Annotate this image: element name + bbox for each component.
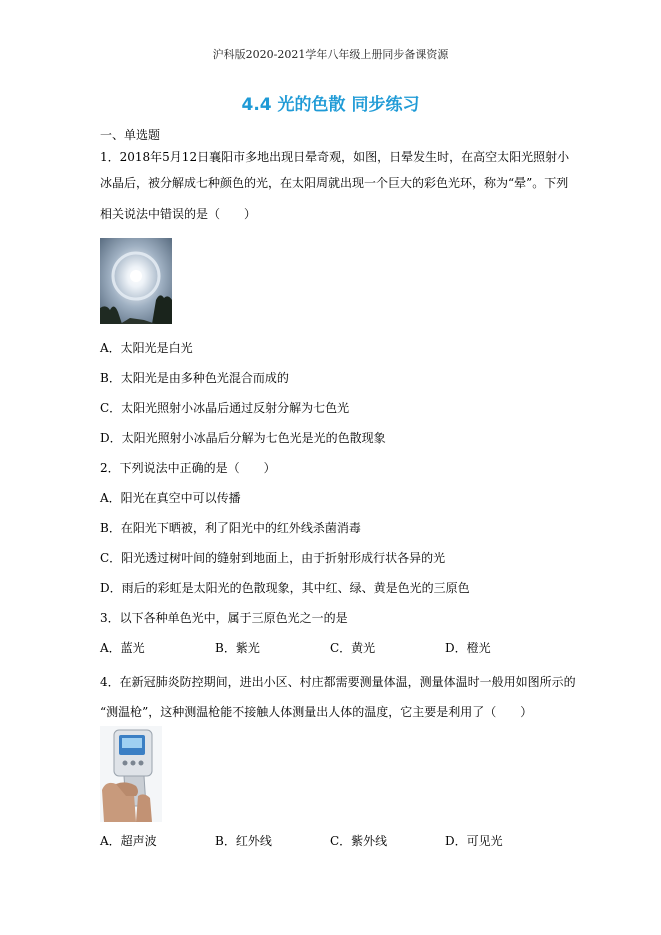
q1-option-a: A．太阳光是白光 [100,341,193,355]
q3-option-d: D．橙光 [445,641,491,655]
q2-option-a: A．阳光在真空中可以传播 [100,491,241,505]
q4-option-a: A．超声波 [100,834,157,848]
thermometer-gun-photo [100,726,162,822]
q2-option-b: B．在阳光下晒被，利了阳光中的红外线杀菌消毒 [100,521,361,535]
q2-stem: 2．下列说法中正确的是（ ） [100,461,276,475]
q4-stem-line2: “测温枪”，这种测温枪能不接触人体测量出人体的温度，它主要是利用了（ ） [100,705,533,719]
q4-option-b: B．红外线 [215,834,272,848]
sun-halo-photo [100,238,172,324]
q2-option-c: C．阳光透过树叶间的缝射到地面上，由于折射形成行状各异的光 [100,551,446,565]
q1-option-d: D．太阳光照射小冰晶后分解为七色光是光的色散现象 [100,431,386,445]
q3-option-a: A．蓝光 [100,641,145,655]
q4-stem-line1: 4．在新冠肺炎防控期间，进出小区、村庄都需要测量体温，测量体温时一般用如图所示的 [100,675,576,689]
q3-stem: 3．以下各种单色光中，属于三原色光之一的是 [100,611,348,625]
q1-option-b: B．太阳光是由多种色光混合而成的 [100,371,289,385]
q3-option-b: B．紫光 [215,641,260,655]
q2-option-d: D．雨后的彩虹是太阳光的色散现象，其中红、绿、黄是色光的三原色 [100,581,470,595]
q1-stem-line2: 冰晶后，被分解成七种颜色的光，在太阳周就出现一个巨大的彩色光环，称为“晕”。下列 [100,176,569,190]
section-heading: 一、单选题 [100,128,161,142]
q1-stem-line1: 1．2018年5月12日襄阳市多地出现日晕奇观，如图，日晕发生时，在高空太阳光照射小 [100,150,570,164]
q3-option-c: C．黄光 [330,641,376,655]
page-header: 沪科版2020-2021学年八年级上册同步备课资源 [212,48,449,61]
q1-option-c: C．太阳光照射小冰晶后通过反射分解为七色光 [100,401,350,415]
q4-option-c: C．紫外线 [330,834,388,848]
q4-option-d: D．可见光 [445,834,503,848]
q1-stem-line3: 相关说法中错误的是（ ） [100,207,257,221]
page-title: 4.4 光的色散 同步练习 [241,95,420,115]
